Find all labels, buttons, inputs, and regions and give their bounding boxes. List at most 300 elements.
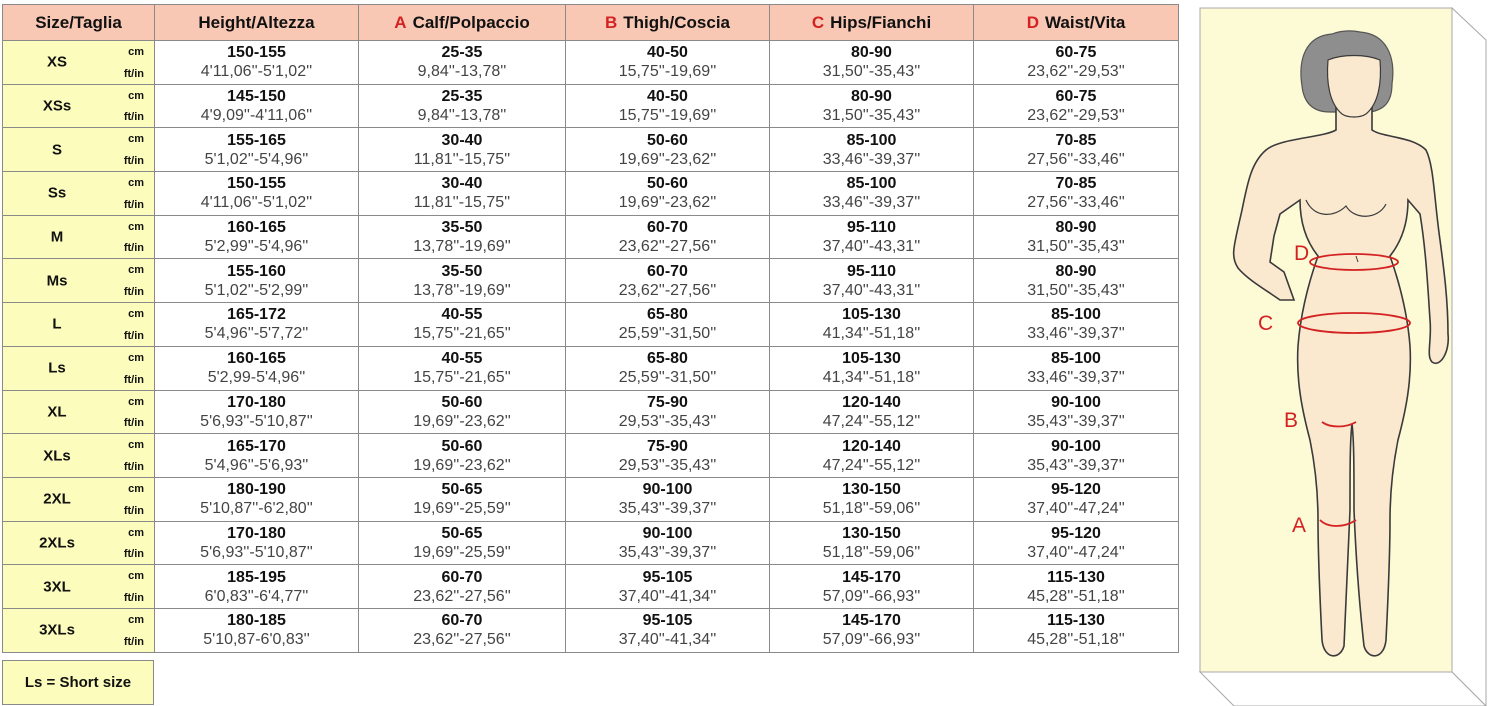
waist-cell (974, 172, 1179, 216)
height-cell (155, 41, 359, 85)
hips-cell (770, 215, 974, 259)
thigh-cm-value: 60-70 (647, 219, 688, 237)
waist-cm-value: 95-120 (1051, 524, 1101, 542)
height-imperial-value: 5'1,02''-5'4,96'' (204, 150, 309, 168)
height-imperial-value: 5'2,99''-5'4,96'' (204, 238, 309, 256)
table-row (3, 390, 1179, 434)
waist-imperial-value: 31,50''-35,43'' (1027, 238, 1125, 256)
header-letter: B (604, 12, 618, 32)
size-cell (3, 346, 155, 390)
size-cell (3, 608, 155, 652)
header-hips (770, 5, 974, 41)
hips-cm-value: 145-170 (842, 568, 901, 586)
calf-imperial-value: 13,78''-19,69'' (413, 238, 511, 256)
height-cell (155, 565, 359, 609)
height-imperial-value: 6'0,83''-6'4,77'' (204, 587, 309, 605)
thigh-cm-value: 50-60 (647, 175, 688, 193)
hips-cell (770, 128, 974, 172)
header-height (155, 5, 359, 41)
table-row (3, 346, 1179, 390)
size-cell (3, 215, 155, 259)
calf-cm-value: 35-50 (441, 219, 483, 237)
table-row (3, 215, 1179, 259)
waist-imperial-value: 27,56''-33,46'' (1027, 194, 1125, 212)
table-body (3, 41, 1179, 653)
calf-cm-value: 25-35 (441, 88, 483, 106)
thigh-cm-value: 75-90 (647, 437, 688, 455)
waist-cell (974, 41, 1179, 85)
size-chart-table (2, 4, 1179, 653)
thigh-imperial-value: 29,53''-35,43'' (618, 456, 717, 474)
waist-imperial-value: 35,43''-39,37'' (1027, 456, 1125, 474)
hips-imperial-value: 31,50''-35,43'' (822, 63, 921, 81)
hips-imperial-value: 31,50''-35,43'' (822, 107, 921, 125)
calf-cell (359, 84, 566, 128)
calf-cell (359, 521, 566, 565)
calf-imperial-value: 19,69''-23,62'' (413, 456, 511, 474)
height-cm-value: 145-150 (227, 88, 286, 106)
height-cm-value: 165-172 (227, 306, 286, 324)
unit-cm-label: cm (128, 89, 144, 102)
calf-cell (359, 477, 566, 521)
unit-ftin-label: ft/in (123, 373, 144, 386)
unit-cm-label: cm (128, 264, 144, 277)
thigh-cm-value: 50-60 (647, 131, 688, 149)
size-label: Ms (46, 272, 68, 290)
height-cell (155, 608, 359, 652)
height-imperial-value: 5'6,93''-5'10,87'' (200, 412, 313, 430)
calf-cm-value: 40-55 (441, 350, 483, 368)
height-cell (155, 215, 359, 259)
hips-imperial-value: 51,18''-59,06'' (822, 543, 921, 561)
height-cm-value: 150-155 (227, 175, 286, 193)
calf-imperial-value: 11,81''-15,75'' (413, 194, 511, 212)
height-imperial-value: 5'6,93''-5'10,87'' (200, 543, 313, 561)
unit-cm-label: cm (128, 613, 144, 626)
thigh-imperial-value: 37,40''-41,34'' (618, 587, 717, 605)
calf-cell (359, 41, 566, 85)
unit-ftin-label: ft/in (123, 635, 144, 648)
hips-imperial-value: 33,46''-39,37'' (822, 150, 921, 168)
table-row (3, 303, 1179, 347)
table-row (3, 477, 1179, 521)
unit-ftin-label: ft/in (123, 504, 144, 517)
waist-imperial-value: 31,50''-35,43'' (1027, 281, 1125, 299)
header-label: Calf/Polpaccio (412, 12, 530, 32)
height-cm-value: 150-155 (227, 44, 286, 62)
size-label: M (50, 228, 64, 246)
hips-cell (770, 41, 974, 85)
header-row (3, 5, 1179, 41)
thigh-cell (566, 477, 770, 521)
panel-side (1452, 8, 1486, 706)
thigh-cell (566, 565, 770, 609)
waist-cm-value: 90-100 (1051, 437, 1101, 455)
hips-cell (770, 84, 974, 128)
unit-ftin-label: ft/in (123, 155, 144, 168)
waist-imperial-value: 45,28''-51,18'' (1027, 587, 1125, 605)
height-cm-value: 170-180 (227, 524, 286, 542)
waist-cm-value: 85-100 (1051, 306, 1101, 324)
calf-cm-value: 40-55 (441, 306, 483, 324)
waist-cell (974, 565, 1179, 609)
calf-cm-value: 50-65 (441, 524, 483, 542)
header-calf (359, 5, 566, 41)
hips-cell (770, 477, 974, 521)
label-d: D (1294, 242, 1310, 265)
unit-ftin-label: ft/in (123, 417, 144, 430)
size-label: XLs (43, 447, 71, 465)
header-waist (974, 5, 1179, 41)
waist-cell (974, 608, 1179, 652)
thigh-imperial-value: 37,40''-41,34'' (618, 631, 717, 649)
thigh-imperial-value: 15,75''-19,69'' (618, 107, 717, 125)
thigh-cm-value: 60-70 (647, 262, 688, 280)
thigh-imperial-value: 15,75''-19,69'' (618, 63, 717, 81)
unit-ftin-label: ft/in (123, 242, 144, 255)
thigh-cm-value: 90-100 (642, 524, 693, 542)
height-cm-value: 160-165 (227, 350, 286, 368)
hips-imperial-value: 33,46''-39,37'' (822, 194, 921, 212)
unit-cm-label: cm (128, 46, 144, 58)
size-cell (3, 259, 155, 303)
height-imperial-value: 4'11,06''-5'1,02'' (200, 63, 313, 81)
size-cell (3, 565, 155, 609)
thigh-cell (566, 84, 770, 128)
table-row (3, 521, 1179, 565)
size-cell (3, 434, 155, 478)
height-imperial-value: 5'2,99-5'4,96'' (207, 369, 306, 387)
hips-cm-value: 85-100 (846, 131, 897, 149)
height-cm-value: 180-185 (227, 612, 286, 630)
label-b: B (1284, 409, 1299, 432)
hips-cm-value: 120-140 (842, 393, 901, 411)
height-cell (155, 434, 359, 478)
height-cell (155, 84, 359, 128)
waist-imperial-value: 23,62''-29,53'' (1027, 63, 1125, 81)
height-imperial-value: 5'1,02''-5'2,99'' (204, 281, 309, 299)
thigh-cell (566, 521, 770, 565)
size-label: 3XLs (39, 621, 75, 639)
thigh-cell (566, 390, 770, 434)
hips-imperial-value: 57,09''-66,93'' (822, 631, 921, 649)
calf-cm-value: 50-60 (441, 437, 483, 455)
size-label: 2XLs (39, 534, 75, 552)
calf-cm-value: 35-50 (441, 262, 483, 280)
calf-cell (359, 346, 566, 390)
calf-imperial-value: 15,75''-21,65'' (413, 325, 511, 343)
waist-cell (974, 128, 1179, 172)
hips-cm-value: 80-90 (851, 88, 892, 106)
hips-cm-value: 105-130 (842, 306, 901, 324)
thigh-imperial-value: 19,69''-23,62'' (618, 150, 717, 168)
size-label: Ls (48, 359, 66, 377)
calf-cm-value: 60-70 (441, 568, 483, 586)
table-row (3, 84, 1179, 128)
waist-imperial-value: 27,56''-33,46'' (1027, 150, 1125, 168)
thigh-cm-value: 90-100 (642, 481, 693, 499)
unit-cm-label: cm (128, 133, 144, 146)
thigh-cell (566, 259, 770, 303)
waist-cell (974, 259, 1179, 303)
hips-cm-value: 85-100 (846, 175, 897, 193)
calf-imperial-value: 23,62''-27,56'' (413, 631, 511, 649)
height-cm-value: 160-165 (227, 219, 286, 237)
waist-cm-value: 70-85 (1055, 175, 1097, 193)
calf-cm-value: 50-60 (441, 393, 483, 411)
calf-cell (359, 172, 566, 216)
thigh-cm-value: 95-105 (642, 568, 693, 586)
hips-imperial-value: 47,24''-55,12'' (822, 456, 921, 474)
thigh-cell (566, 172, 770, 216)
thigh-cell (566, 215, 770, 259)
label-a: A (1292, 514, 1307, 537)
header-label: Height/Altezza (198, 12, 315, 32)
size-label: 2XL (43, 490, 71, 508)
height-cell (155, 303, 359, 347)
hips-cell (770, 608, 974, 652)
height-imperial-value: 4'11,06''-5'1,02'' (200, 194, 313, 212)
unit-ftin-label: ft/in (123, 111, 144, 124)
calf-cell (359, 565, 566, 609)
thigh-cell (566, 434, 770, 478)
height-imperial-value: 4'9,09''-4'11,06'' (200, 107, 313, 125)
label-c: C (1258, 312, 1274, 335)
body-figure-illustration (1190, 0, 1500, 706)
height-cm-value: 185-195 (227, 568, 286, 586)
thigh-imperial-value: 35,43''-39,37'' (618, 543, 717, 561)
thigh-cell (566, 41, 770, 85)
unit-ftin-label: ft/in (123, 329, 144, 342)
table-row (3, 608, 1179, 652)
height-cm-value: 170-180 (227, 393, 286, 411)
size-label: Ss (47, 184, 67, 202)
hips-imperial-value: 51,18''-59,06'' (822, 500, 921, 518)
waist-imperial-value: 37,40''-47,24'' (1027, 543, 1125, 561)
thigh-imperial-value: 23,62''-27,56'' (618, 238, 717, 256)
unit-ftin-label: ft/in (123, 67, 144, 80)
waist-cm-value: 80-90 (1055, 262, 1097, 280)
hips-cell (770, 390, 974, 434)
thigh-cell (566, 608, 770, 652)
waist-imperial-value: 33,46''-39,37'' (1027, 325, 1125, 343)
hips-imperial-value: 37,40''-43,31'' (822, 281, 921, 299)
hips-imperial-value: 37,40''-43,31'' (822, 238, 921, 256)
height-cell (155, 128, 359, 172)
size-label: S (51, 141, 62, 159)
thigh-imperial-value: 25,59''-31,50'' (618, 369, 717, 387)
hips-cell (770, 172, 974, 216)
waist-cm-value: 60-75 (1055, 44, 1097, 62)
unit-cm-label: cm (128, 395, 144, 408)
thigh-cm-value: 95-105 (642, 612, 693, 630)
calf-imperial-value: 9,84''-13,78'' (417, 107, 507, 125)
hips-cm-value: 130-150 (842, 481, 901, 499)
size-cell (3, 477, 155, 521)
calf-imperial-value: 9,84''-13,78'' (417, 63, 507, 81)
waist-imperial-value: 35,43''-39,37'' (1027, 412, 1125, 430)
height-imperial-value: 5'4,96''-5'6,93'' (204, 456, 309, 474)
calf-cell (359, 259, 566, 303)
thigh-cell (566, 128, 770, 172)
calf-imperial-value: 13,78''-19,69'' (413, 281, 511, 299)
header-letter: D (1026, 12, 1039, 32)
header-letter: C (811, 12, 825, 32)
hips-cm-value: 145-170 (842, 612, 901, 630)
height-cell (155, 346, 359, 390)
unit-cm-label: cm (128, 439, 144, 452)
height-cm-value: 155-165 (227, 131, 286, 149)
header-letter: A (394, 12, 407, 32)
thigh-imperial-value: 23,62''-27,56'' (618, 281, 717, 299)
calf-imperial-value: 15,75''-21,65'' (413, 369, 511, 387)
thigh-cell (566, 303, 770, 347)
hips-imperial-value: 47,24''-55,12'' (822, 412, 921, 430)
unit-ftin-label: ft/in (123, 460, 144, 473)
waist-cell (974, 477, 1179, 521)
hips-cell (770, 259, 974, 303)
size-cell (3, 390, 155, 434)
waist-cm-value: 85-100 (1051, 350, 1101, 368)
hips-imperial-value: 41,34''-51,18'' (822, 325, 921, 343)
waist-cell (974, 84, 1179, 128)
unit-cm-label: cm (128, 177, 144, 190)
calf-cell (359, 303, 566, 347)
thigh-imperial-value: 29,53''-35,43'' (618, 412, 717, 430)
height-cell (155, 259, 359, 303)
height-cm-value: 165-170 (227, 437, 286, 455)
calf-cm-value: 30-40 (441, 175, 483, 193)
hips-cell (770, 434, 974, 478)
unit-ftin-label: ft/in (123, 286, 144, 299)
header-thigh (566, 5, 770, 41)
hips-cm-value: 105-130 (842, 350, 901, 368)
hips-cm-value: 120-140 (842, 437, 901, 455)
table-row (3, 41, 1179, 85)
hips-cell (770, 303, 974, 347)
waist-cm-value: 90-100 (1051, 393, 1101, 411)
waist-cm-value: 60-75 (1055, 88, 1097, 106)
waist-cm-value: 80-90 (1055, 219, 1097, 237)
hips-cm-value: 95-110 (847, 219, 896, 237)
calf-imperial-value: 19,69''-23,62'' (413, 412, 511, 430)
unit-ftin-label: ft/in (123, 548, 144, 561)
size-label: L (52, 315, 62, 333)
waist-cm-value: 70-85 (1055, 131, 1097, 149)
thigh-imperial-value: 25,59''-31,50'' (618, 325, 717, 343)
waist-cm-value: 95-120 (1051, 481, 1101, 499)
unit-cm-label: cm (128, 526, 144, 539)
calf-cm-value: 25-35 (441, 44, 483, 62)
calf-imperial-value: 11,81''-15,75'' (413, 150, 511, 168)
panel-bottom (1200, 672, 1486, 706)
header-label: Waist/Vita (1044, 12, 1126, 32)
waist-cell (974, 215, 1179, 259)
height-cm-value: 155-160 (227, 262, 286, 280)
hips-imperial-value: 57,09''-66,93'' (822, 587, 921, 605)
header-label: Thigh/Coscia (623, 12, 730, 32)
thigh-cell (566, 346, 770, 390)
thigh-cm-value: 65-80 (647, 350, 688, 368)
size-label: XSs (42, 97, 72, 115)
waist-cm-value: 115-130 (1047, 568, 1105, 586)
thigh-cm-value: 40-50 (647, 44, 688, 62)
hips-cell (770, 521, 974, 565)
table-row (3, 128, 1179, 172)
calf-cell (359, 128, 566, 172)
waist-cell (974, 390, 1179, 434)
height-imperial-value: 5'10,87-6'0,83'' (203, 631, 310, 649)
calf-cell (359, 390, 566, 434)
height-imperial-value: 5'10,87''-6'2,80'' (200, 500, 313, 518)
calf-cm-value: 50-65 (441, 481, 483, 499)
header-size (3, 5, 155, 41)
height-cell (155, 477, 359, 521)
size-label: 3XL (43, 578, 71, 596)
calf-imperial-value: 19,69''-25,59'' (413, 543, 511, 561)
table-row (3, 434, 1179, 478)
hips-cm-value: 95-110 (847, 262, 896, 280)
unit-cm-label: cm (128, 570, 144, 583)
header-label: Hips/Fianchi (830, 12, 932, 32)
unit-cm-label: cm (128, 308, 144, 321)
unit-cm-label: cm (128, 220, 144, 233)
thigh-imperial-value: 19,69''-23,62'' (618, 194, 717, 212)
waist-imperial-value: 37,40''-47,24'' (1027, 500, 1125, 518)
calf-cell (359, 215, 566, 259)
size-cell (3, 128, 155, 172)
table-row (3, 259, 1179, 303)
thigh-cm-value: 40-50 (647, 88, 688, 106)
waist-cell (974, 434, 1179, 478)
calf-cm-value: 60-70 (441, 612, 483, 630)
waist-imperial-value: 45,28''-51,18'' (1027, 631, 1125, 649)
waist-cell (974, 346, 1179, 390)
height-cm-value: 180-190 (227, 481, 286, 499)
height-cell (155, 390, 359, 434)
short-size-legend (2, 660, 154, 705)
height-imperial-value: 5'4,96''-5'7,72'' (204, 325, 309, 343)
waist-cell (974, 303, 1179, 347)
height-cell (155, 172, 359, 216)
calf-imperial-value: 23,62''-27,56'' (413, 587, 511, 605)
table-row (3, 565, 1179, 609)
hips-cm-value: 80-90 (851, 44, 892, 62)
thigh-cm-value: 75-90 (647, 393, 688, 411)
size-cell (3, 172, 155, 216)
hips-imperial-value: 41,34''-51,18'' (822, 369, 921, 387)
header-label: Size/Taglia (35, 12, 122, 32)
thigh-cm-value: 65-80 (647, 306, 688, 324)
calf-cm-value: 30-40 (441, 131, 483, 149)
waist-imperial-value: 33,46''-39,37'' (1027, 369, 1125, 387)
size-label: XL (47, 403, 67, 421)
thigh-imperial-value: 35,43''-39,37'' (618, 500, 717, 518)
calf-cell (359, 608, 566, 652)
unit-ftin-label: ft/in (123, 591, 144, 604)
table-row (3, 172, 1179, 216)
size-cell (3, 41, 155, 85)
size-cell (3, 303, 155, 347)
unit-ftin-label: ft/in (123, 198, 144, 211)
waist-cm-value: 115-130 (1047, 612, 1105, 630)
hips-cell (770, 565, 974, 609)
unit-cm-label: cm (128, 351, 144, 364)
waist-cell (974, 521, 1179, 565)
body-measurement-figure (1190, 0, 1500, 706)
size-cell (3, 521, 155, 565)
legend-text: Ls = Short size (24, 674, 132, 691)
